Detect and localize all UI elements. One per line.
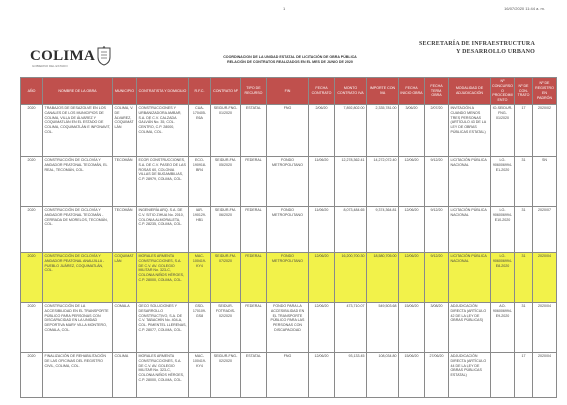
table-row [21,206,557,252]
table-cell: FONDO METROPOLITANO [267,206,309,252]
table-row [21,302,557,352]
document-heading [205,55,375,65]
heading-line-2: RELACIÓN DE CONTRATOS REALIZADOS EN EL MES DE JUNIO DE 2020 [227,60,353,64]
table-cell: AO-906006994-E9-2020 [491,302,515,352]
logo-text: COLIMA [30,48,96,64]
coat-of-arms-icon [96,46,112,66]
table-cell: 2/06/20 [309,104,335,156]
table-cell: IO-SEIDUR-FNG-01/2020 [491,104,515,156]
table-cell: 2020/04 [533,302,557,352]
table-cell: 2020 [21,156,43,206]
table-cell: SEIDUR-FM-06/2020 [211,206,241,252]
table-cell: 7,892,802.00 [335,104,367,156]
table-cell: 12/06/20 [399,206,425,252]
column-header: FECHA INICIO OBRA [399,78,425,105]
secretaria-heading [375,40,535,56]
table-cell: LICITACIÓN PÚBLICA NACIONAL [449,156,491,206]
table-cell: 31 [515,156,533,206]
table-cell: 2020 [21,352,43,397]
table-cell: FNG [267,104,309,156]
table-cell: 11/06/20 [309,156,335,206]
table-cell: CONSTRUCCIÓN DE CICLOVÍA Y ANDADOR PEATONAL TECOMÁN, EL REAL, TECOMÁN, COL. [43,156,113,206]
column-header: CONTRATISTA Y DOMICILIO [137,78,189,105]
table-cell: LO-906006994-E8-2020 [491,252,515,302]
table-cell: 12/06/20 [399,252,425,302]
table-cell: ECOR CONSTRUCCIONES, S.A. DE C.V. PASEO DE LAS ROSAS 60, COLONIA VILLAS DE BUGAMBILIAS, C.P. 28979, COLIMA, COL. [137,156,189,206]
table-cell: 9/12/20 [425,156,449,206]
table-cell: 8,073,484.65 [335,206,367,252]
table-cell: 12/06/20 [309,252,335,302]
table-cell: ESTATAL [241,104,267,156]
table-cell: 31 [515,252,533,302]
table-cell: CONSTRUCCIONES Y URBANIZADORA AMBAR, S.A. DE C.V. CALZADA GALVÁN No. 35, COL. CENTRO, C.P. 28000, COLIMA, COL. [137,104,189,156]
print-timestamp: 16/07/2020 11:44 a. m. [504,6,545,11]
table-cell: ADJUDICACIÓN DIRECTA (ARTÍCULO 44 DE LA LEY DE OBRAS PÚBLICAS ESTATAL) [449,352,491,397]
column-header: Nº CONCURSO O PROCEDIMIENTO [491,78,515,105]
column-header: Nº DE CON- TRATO [515,78,533,105]
table-cell: 15/06/20 [399,302,425,352]
table-cell: 17 [515,104,533,156]
secretaria-line-2: Y DESARROLLO URBANO [456,49,535,55]
table-cell: GECO SOLUCIONES Y DESARROLLO CONSTRUCTIVO, S.A. DE C.V. TABACHÍN No. 404-A, COL. PIMENTEL LLERENAS, C.P. 28077, COLIMA, COL. [137,302,189,352]
table-cell: CONSTRUCCIÓN DE CICLOVÍA Y ANDADOR PEATONAL ANAUJILLA - PUEBLO JUÁREZ, COQUIMATLÁN, COL. [43,252,113,302]
table-cell: 3/08/20 [425,302,449,352]
page-number: 1 [283,6,286,11]
table-cell: 9/12/20 [425,206,449,252]
table-cell: 2020/07 [533,206,557,252]
table-cell: LICITACIÓN PÚBLICA NACIONAL [449,206,491,252]
column-header: IMPORTE CON IVA [367,78,399,105]
table-cell: COQUIMATLÁN [113,252,137,302]
table-cell: FONDO METROPOLITANO [267,156,309,206]
table-cell: 2020/02 [533,104,557,156]
table-cell: 2020/04 [533,352,557,397]
table-cell: LO-906006994-E1-2020 [491,156,515,206]
table-cell: TECOMÁN [113,156,137,206]
table-cell: COLIMA [113,352,137,397]
table-cell: SN [533,156,557,206]
table-header-row [21,78,557,105]
column-header: TIPO DE RECURSO [241,78,267,105]
table-body [21,104,557,397]
table-cell: 12/06/20 [309,352,335,397]
table-cell: 9/12/20 [425,252,449,302]
table-cell: SEIDUR-FNG-01/2020 [211,104,241,156]
table-cell: 15/06/20 [399,352,425,397]
table-cell: GSD-170109-GS8 [189,302,211,352]
table-cell: 17 [515,352,533,397]
table-cell: 108,034.80 [367,352,399,397]
table-cell: 31 [515,302,533,352]
table-cell: 9,374,364.81 [367,206,399,252]
table-cell: SEIDUR-FM-05/2020 [211,156,241,206]
table-row [21,252,557,302]
table-cell: 2/07/20 [425,104,449,156]
table-cell: LICITACIÓN PÚBLICA NACIONAL [449,252,491,302]
table-cell: CONSTRUCCIÓN DE CICLOVÍA Y ANDADOR PEATONAL TECOMÁN - CERRADA DE MORELOS, TECOMÁN, COL. [43,206,113,252]
table-cell: 12/06/20 [399,156,425,206]
table-cell: FEDERAL [241,156,267,206]
table-cell: 16,200,700.30 [335,252,367,302]
table-cell: SEIDUR-FM-07/2020 [211,252,241,302]
table-cell: 18,580,705.00 [367,252,399,302]
column-header: CONTRATO Nº [211,78,241,105]
table-cell: ESTATAL [241,352,267,397]
column-header: MONTO CONTRATO IVA [335,78,367,105]
table-cell: FONDO METROPOLITANO [267,252,309,302]
table-cell: 3/06/20 [399,104,425,156]
table-cell: 31 [515,206,533,252]
table-cell: COLIMA, V. DE ÁLVAREZ, COQUIMATLÁN [113,104,137,156]
contracts-table [20,77,557,398]
table-cell: CONSTRUCCIÓN DE LA ACCESIBILIDAD EN EL TRANSPORTE PÚBLICO PARA PERSONAS CON DISCAPACIDAD EN LA UNIDAD DEPORTIVA MARY VILLA MONTERO, COMALA, COL. [43,302,113,352]
colima-logo [30,46,120,68]
table-cell: 2020 [21,104,43,156]
column-header: FECHA CONTRATO [309,78,335,105]
table-cell: COMALA [113,302,137,352]
table-cell: 2020/04 [533,252,557,302]
table-cell: MORALES ARMENTA CONSTRUCCIONES, S.A. DE C.V. AV. GOLEGIO MILITAR No. 323-C, COLONIA NIÑOS HÉROES, C.P. 28000, COLIMA, COL. [137,352,189,397]
table-cell: SEIDUR-FOTRADIS-02/2020 [211,302,241,352]
column-header: R.F.C. [189,78,211,105]
column-header: AÑO [21,78,43,105]
table-row [21,104,557,156]
table-cell: 12/06/20 [309,302,335,352]
column-header: MUNICIPIO [113,78,137,105]
table-cell: ECO-190918-BR4 [189,156,211,206]
table-cell [491,352,515,397]
table-cell: 27/06/20 [425,352,449,397]
table-cell: FINALIZACIÓN DE REHABILITACIÓN DE LAS OFICINAS DEL REGISTRO CIVIL, COLIMA, COL. [43,352,113,397]
table-cell: SEIDUR-FNG-02/2020 [211,352,241,397]
table-cell: ADJUDICACIÓN DIRECTA (ARTÍCULO 42 DE LA LEY DE OBRAS PÚBLICAS) [449,302,491,352]
table-cell: INVITACIÓN A CUANDO MENOS TRES PERSONAS (ARTÍCULO 43 DE LA LEY DE OBRAS PÚBLICAS ESTATAL) [449,104,491,156]
table-cell: MAC-100419-KY4 [189,352,211,397]
table-row [21,352,557,397]
table-cell: FONDO PARA LA ACCESIBILIDAD EN EL TRANSPORTE PÚBLICO PARA LAS PERSONAS CON DISCAPACIDAD [267,302,309,352]
table-cell: IAR-190129-HB1 [189,206,211,252]
table-cell: 12,278,362.41 [335,156,367,206]
table-cell: 2020 [21,302,43,352]
table-cell: TRABAJOS DE DESAZOLVE EN LOS CANALES DE LOS MUNICIPIOS DE COLIMA, VILLA DE ÁLVAREZ Y COQUIMATLÁN EN EL ESTADO DE COLIMA, COQUIMATLÁN E INFONAVIT, COL. [43,104,113,156]
table-cell: 549,503.68 [367,302,399,352]
table-cell: INGENIERÍA ARQ. S.A. DE C.V. SITIO ZIHUA No. 2010, COLONIA ALMORALETA, C.P. 28235, COLIMA, COL. [137,206,189,252]
table-cell: MAC-100419-KY4 [189,252,211,302]
table-cell: 2020 [21,206,43,252]
table-cell: TECOMÁN [113,206,137,252]
secretaria-line-1: SECRETARÍA DE INFRAESTRUCTURA [418,41,535,47]
logo-subtitle: GOBIERNO DEL ESTADO [32,64,68,68]
column-header: NOMBRE DE LA OBRA [43,78,113,105]
heading-line-1: COORDINACION DE LA UNIDAD ESTATAL DE LICITACIÓN DE OBRA PÚBLICA [223,55,357,59]
table-cell: 93,133.45 [335,352,367,397]
column-header: MODALIDAD DE ADJUDICACIÓN [449,78,491,105]
column-header: Nº DE REGISTRO EN PADRÓN [533,78,557,105]
table-cell: FEDERAL [241,302,267,352]
table-cell: LO-906006994-E10-2020 [491,206,515,252]
table-cell: 11/06/20 [309,206,335,252]
table-cell: CUA-170405-E6A [189,104,211,156]
column-header: FECHA TERM. OBRA [425,78,449,105]
table-cell: 2020 [21,252,43,302]
table-cell: FEDERAL [241,252,267,302]
table-cell: FEDERAL [241,206,267,252]
table-cell: 2,335,781.00 [367,104,399,156]
table-cell: 473,710.07 [335,302,367,352]
column-header: FIN [267,78,309,105]
table-row [21,156,557,206]
table-cell: FNG [267,352,309,397]
table-cell: 14,272,072.40 [367,156,399,206]
table-cell: MORALES ARMENTA CONSTRUCCIONES, S.A. DE C.V. AV. GOLEGIO MILITAR No. 323-C, COLONIA NIÑOS HÉROES, C.P. 28000, COLIMA, COL. [137,252,189,302]
